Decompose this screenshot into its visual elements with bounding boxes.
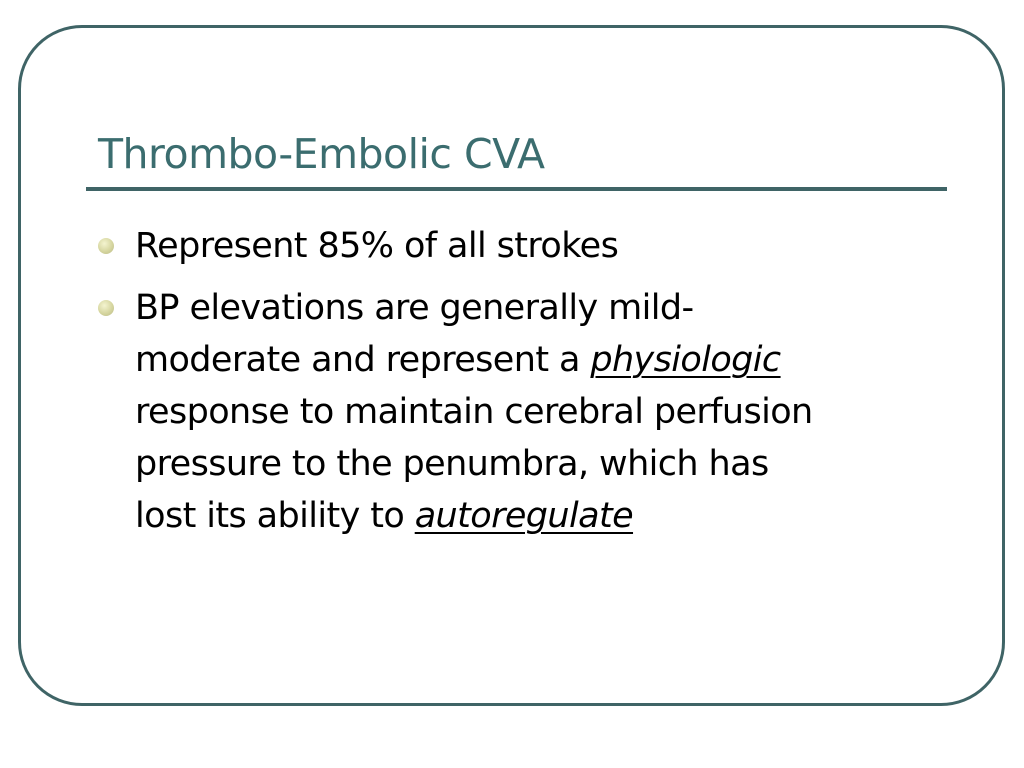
- bullet-text-segment: lost its ability to: [135, 496, 415, 536]
- bullet-list: [98, 220, 978, 542]
- bullet-item: [98, 220, 978, 272]
- emphasized-term: physiologic: [590, 340, 781, 380]
- bullet-text-line: pressure to the penumbra, which has: [135, 444, 769, 484]
- bullet-dot-icon: [98, 300, 114, 316]
- bullet-text-line: [135, 334, 978, 386]
- bullet-text-line: BP elevations are generally mild-: [135, 288, 694, 328]
- bullet-text-segment: moderate and represent a: [135, 340, 591, 380]
- emphasized-term: autoregulate: [414, 496, 634, 536]
- bullet-text-line: [135, 490, 978, 542]
- bullet-text-line: response to maintain cerebral perfusion: [135, 392, 813, 432]
- bullet-item: [98, 282, 978, 542]
- bullet-dot-icon: [98, 238, 114, 254]
- title-underline-rule: [86, 187, 947, 191]
- slide-title: Thrombo-Embolic CVA: [98, 130, 545, 178]
- bullet-text: Represent 85% of all strokes: [135, 226, 619, 266]
